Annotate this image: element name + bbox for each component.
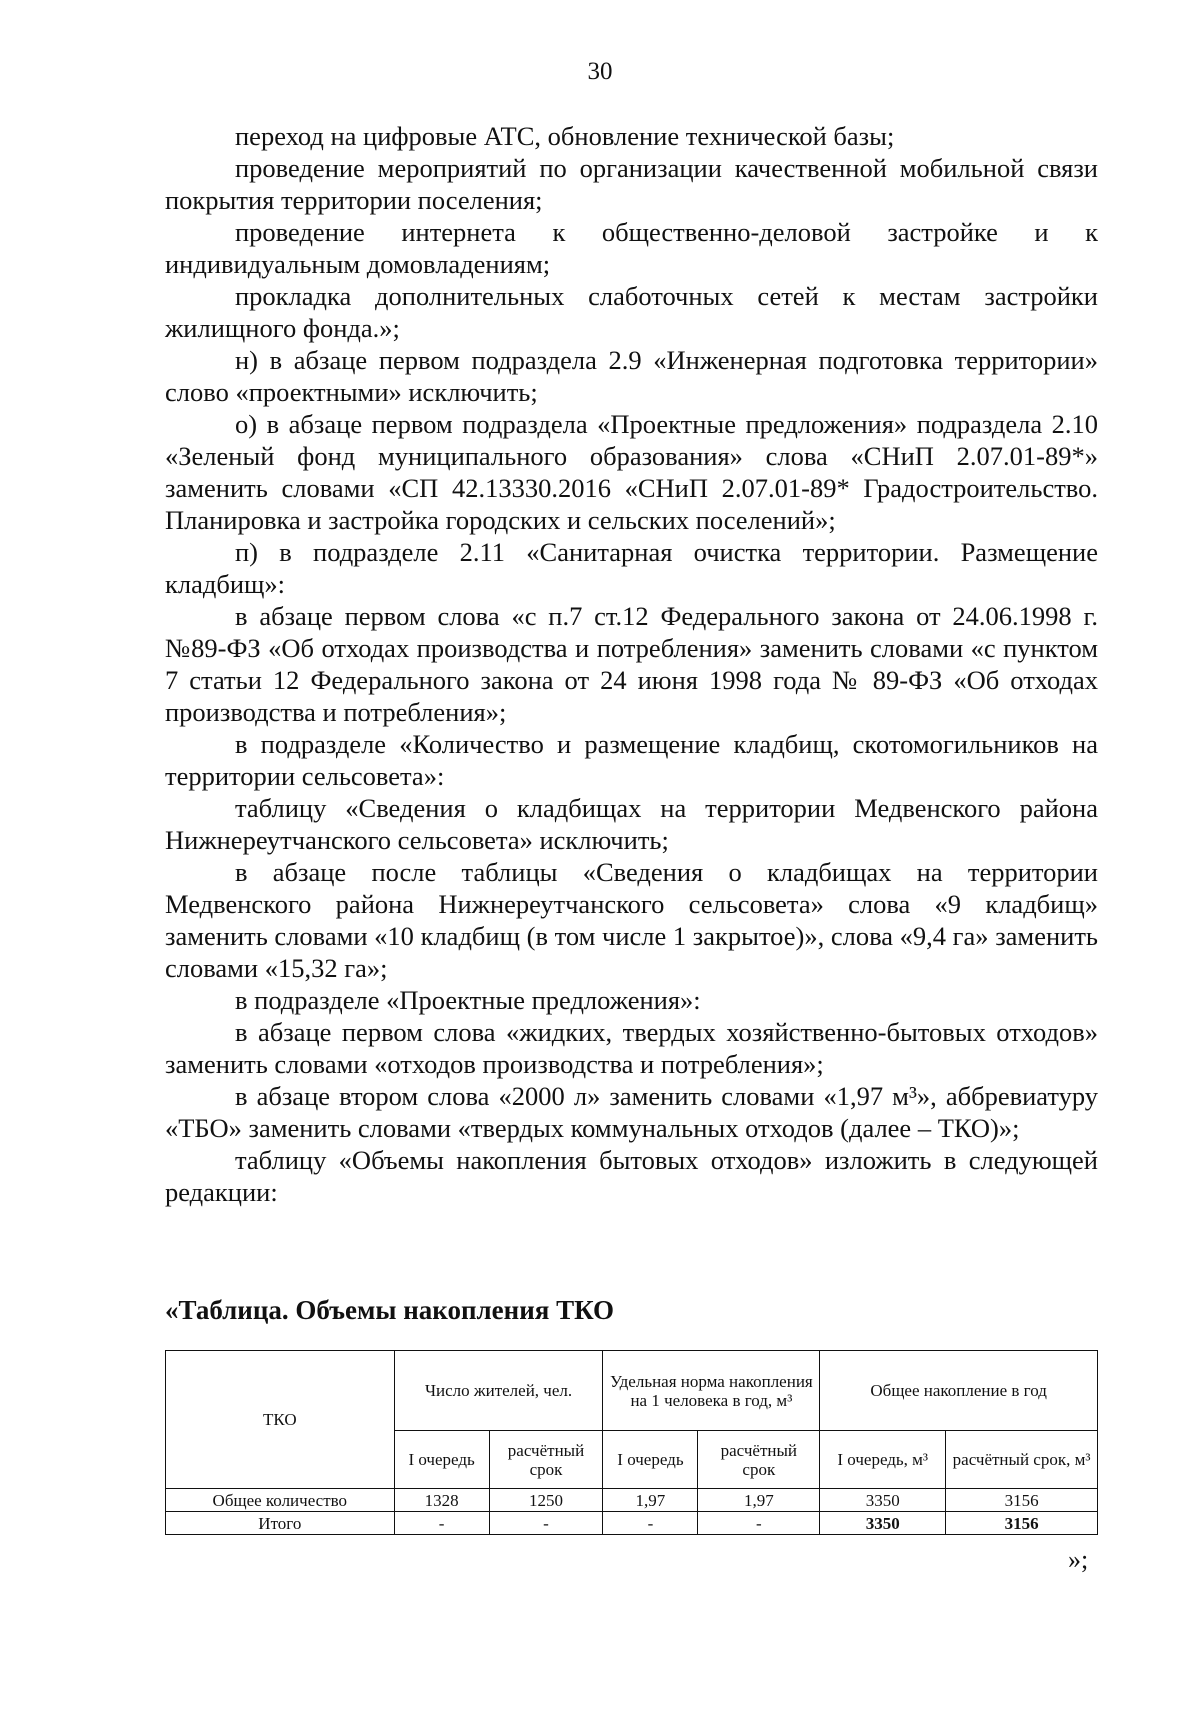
- row-label: Общее количество: [166, 1489, 395, 1512]
- header-total: Общее накопление в год: [820, 1351, 1098, 1431]
- table-cell: 1250: [489, 1489, 603, 1512]
- subheader: I очередь: [603, 1431, 698, 1489]
- paragraph: в подразделе «Проектные предложения»:: [235, 985, 701, 1015]
- table-cell: 1,97: [698, 1489, 820, 1512]
- header-tko: ТКО: [166, 1351, 395, 1489]
- subheader: I очередь, м³: [820, 1431, 946, 1489]
- header-norm: Удельная норма накопления на 1 человека в год, м³: [603, 1351, 820, 1431]
- tko-table: [165, 1350, 1098, 1535]
- paragraph: н) в абзаце первом подраздела 2.9 «Инженерная подготовка территории» слово «проектными» исключить;: [165, 345, 1098, 407]
- closing-quote: »;: [1068, 1545, 1089, 1574]
- header-residents: Число жителей, чел.: [394, 1351, 603, 1431]
- page-number: 30: [587, 58, 613, 85]
- table-cell: 3350: [820, 1512, 946, 1535]
- table-cell: -: [489, 1512, 603, 1535]
- table-cell: -: [394, 1512, 489, 1535]
- table-cell: 1328: [394, 1489, 489, 1512]
- paragraph: п) в подразделе 2.11 «Санитарная очистка территории. Размещение кладбищ»:: [165, 537, 1098, 599]
- paragraph: в абзаце после таблицы «Сведения о кладбищах на территории Медвенского района Нижнереутчанского сельсовета» слова «9 кладбищ» заменить словами «10 кладбищ (в том числе 1 закрытое)», слова «9,4 га» заменить словами «15,32 га»;: [165, 857, 1098, 983]
- paragraph: проведение интернета к общественно-деловой застройке и к индивидуальным домовладениям;: [165, 217, 1098, 279]
- paragraph: в подразделе «Количество и размещение кладбищ, скотомогильников на территории сельсовета»:: [165, 729, 1098, 791]
- paragraph: таблицу «Объемы накопления бытовых отходов» изложить в следующей редакции:: [165, 1145, 1098, 1207]
- paragraph: переход на цифровые АТС, обновление технической базы;: [235, 121, 895, 151]
- paragraph: в абзаце первом слова «с п.7 ст.12 Федерального закона от 24.06.1998 г. №89-ФЗ «Об отходах производства и потребления» заменить словами «с пунктом 7 статьи 12 Федерального закона от 24 июня 1998 года № 89-ФЗ «Об отходах производства и потребления»;: [165, 601, 1098, 727]
- table-title: «Таблица. Объемы накопления ТКО: [165, 1295, 615, 1325]
- paragraph: в абзаце первом слова «жидких, твердых хозяйственно-бытовых отходов» заменить словами «отходов производства и потребления»;: [165, 1017, 1098, 1079]
- paragraph: таблицу «Сведения о кладбищах на территории Медвенского района Нижнереутчанского сельсовета» исключить;: [165, 793, 1098, 855]
- paragraph: в абзаце втором слова «2000 л» заменить словами «1,97 м³», аббревиатуру «ТБО» заменить словами «твердых коммунальных отходов (далее – ТКО)»;: [165, 1081, 1098, 1143]
- body-text: [165, 120, 1098, 1208]
- subheader: расчётный срок: [489, 1431, 603, 1489]
- table-row: [166, 1489, 1098, 1512]
- table-cell: 3156: [946, 1489, 1098, 1512]
- row-label: Итого: [166, 1512, 395, 1535]
- table-cell: 3350: [820, 1489, 946, 1512]
- table-cell: -: [698, 1512, 820, 1535]
- table-cell: -: [603, 1512, 698, 1535]
- subheader: расчётный срок, м³: [946, 1431, 1098, 1489]
- paragraph: прокладка дополнительных слаботочных сетей к местам застройки жилищного фонда.»;: [165, 281, 1098, 343]
- table-cell: 1,97: [603, 1489, 698, 1512]
- table-cell: 3156: [946, 1512, 1098, 1535]
- table-row: [166, 1512, 1098, 1535]
- subheader: I очередь: [394, 1431, 489, 1489]
- subheader: расчётный срок: [698, 1431, 820, 1489]
- paragraph: о) в абзаце первом подраздела «Проектные предложения» подраздела 2.10 «Зеленый фонд муниципального образования» слова «СНиП 2.07.01-89*» заменить словами «СП 42.13330.2016 «СНиП 2.07.01-89* Градостроительство. Планировка и застройка городских и сельских поселений»;: [165, 409, 1098, 535]
- paragraph: проведение мероприятий по организации качественной мобильной связи покрытия территории поселения;: [165, 153, 1098, 215]
